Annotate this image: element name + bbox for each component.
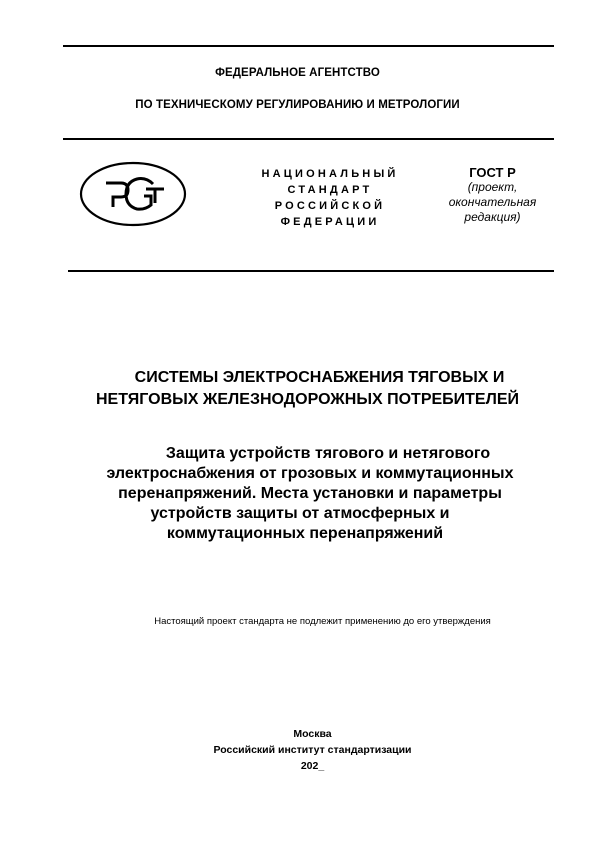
publisher-name: Российский институт стандартизации <box>213 744 412 756</box>
subtitle-line: перенапряжений. Места установки и параметры <box>118 485 502 502</box>
document-title <box>40 367 575 411</box>
header-rule <box>63 138 554 140</box>
subtitle-line: электроснабжения от грозовых и коммутационных <box>106 465 514 482</box>
gost-status-line: (проект, <box>467 180 518 194</box>
agency-name-line1: ФЕДЕРАЛЬНОЕ АГЕНТСТВО <box>215 67 380 79</box>
publication-year: 202_ <box>300 760 325 772</box>
subtitle-line: Защита устройств тягового и нетягового <box>165 445 491 462</box>
agency-name-line2: ПО ТЕХНИЧЕСКОМУ РЕГУЛИРОВАНИЮ И МЕТРОЛОГИИ <box>135 99 460 111</box>
national-line: ФЕДЕРАЦИИ <box>280 216 380 228</box>
title-line: НЕТЯГОВЫХ ЖЕЛЕЗНОДОРОЖНЫХ ПОТРЕБИТЕЛЕЙ <box>95 391 519 408</box>
subtitle-line: коммутационных перенапряжений <box>166 525 444 542</box>
gost-status-line: окончательная <box>448 195 537 209</box>
gost-status-line: редакция) <box>464 210 521 224</box>
publication-city: Москва <box>293 728 332 740</box>
top-rule <box>63 45 554 47</box>
draft-notice: Настоящий проект стандарта не подлежит применению до его утверждения <box>154 616 491 627</box>
gost-block <box>430 165 555 225</box>
national-line: РОССИЙСКОЙ <box>274 200 386 212</box>
gost-designation: ГОСТ Р <box>469 165 516 180</box>
national-line: СТАНДАРТ <box>287 184 373 196</box>
title-line: СИСТЕМЫ ЭЛЕКТРОСНАБЖЕНИЯ ТЯГОВЫХ И <box>134 369 505 386</box>
national-line: НАЦИОНАЛЬНЫЙ <box>261 168 399 180</box>
document-subtitle <box>50 444 570 544</box>
national-standard-label <box>245 166 415 230</box>
subtitle-line: устройств защиты от атмосферных и <box>150 505 450 522</box>
publication-info <box>160 726 465 774</box>
rst-logo-icon <box>78 160 188 228</box>
standard-block-rule <box>68 270 554 272</box>
